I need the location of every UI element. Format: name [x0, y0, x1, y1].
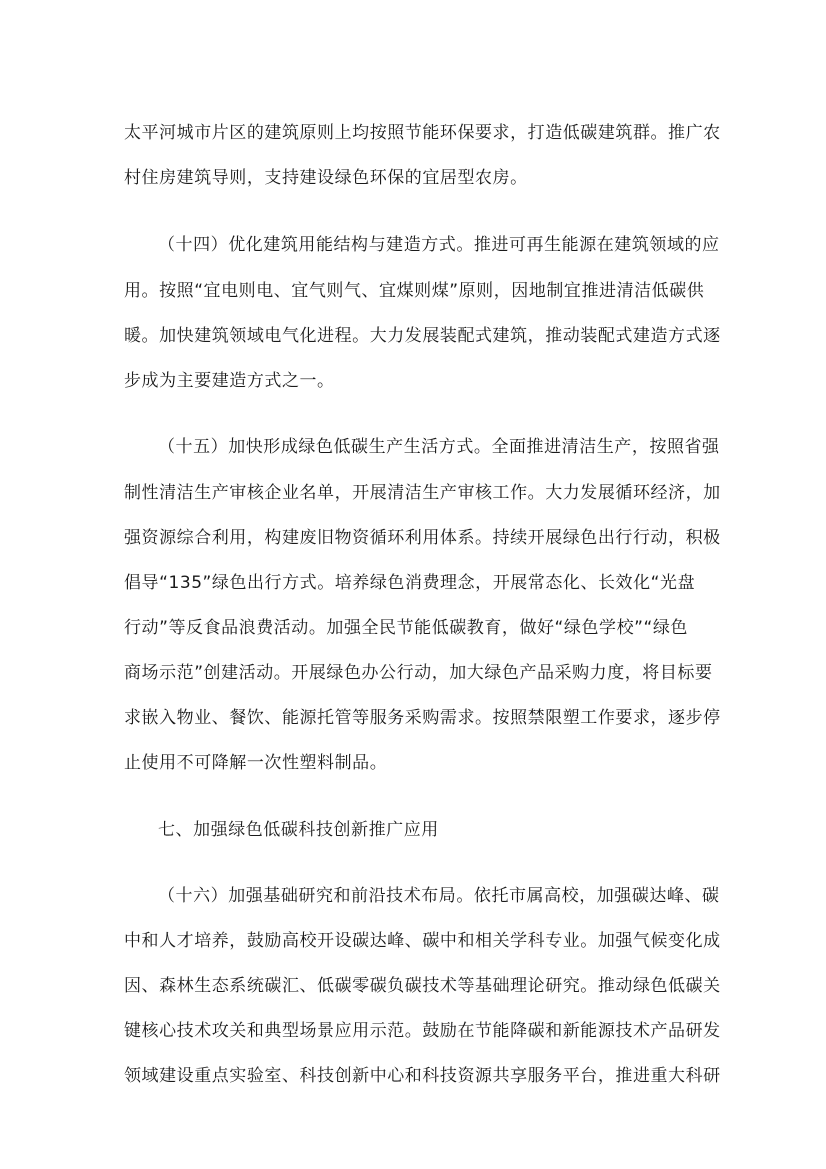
- paragraph-line: 键核心技术攻关和典型场景应用示范。鼓励在节能降碳和新能源技术产品研发: [124, 1021, 721, 1041]
- paragraph-line: （十四）优化建筑用能结构与建造方式。推进可再生能源在建筑领域的应: [158, 235, 720, 255]
- paragraph-line: 强资源综合利用，构建废旧物资循环利用体系。持续开展绿色出行行动，积极: [124, 528, 721, 548]
- paragraph-line: 用。按照“宜电则电、宜气则气、宜煤则煤”原则，因地制宜推进清洁低碳供: [124, 281, 705, 301]
- paragraph-line: 村住房建筑导则，支持建设绿色环保的宜居型农房。: [124, 168, 528, 188]
- paragraph-line: 领域建设重点实验室、科技创新中心和科技资源共享服务平台，推进重大科研: [124, 1066, 721, 1086]
- paragraph-line: 因、森林生态系统碳汇、低碳零碳负碳技术等基础理论研究。推动绿色低碳关: [124, 976, 721, 996]
- paragraph-line: 中和人才培养，鼓励高校开设碳达峰、碳中和相关学科专业。加强气候变化成: [124, 931, 721, 951]
- paragraph-line: （十五）加快形成绿色低碳生产生活方式。全面推进清洁生产，按照省强: [158, 437, 720, 457]
- paragraph-line: 太平河城市片区的建筑原则上均按照节能环保要求，打造低碳建筑群。推广农: [124, 123, 721, 143]
- paragraph-line: 步成为主要建造方式之一。: [124, 371, 335, 391]
- paragraph-line: 求嵌入物业、餐饮、能源托管等服务采购需求。按照禁限塑工作要求，逐步停: [124, 708, 721, 728]
- paragraph-line: 行动”等反食品浪费活动。加强全民节能低碳教育，做好“绿色学校”“绿色: [124, 618, 688, 638]
- paragraph-line: 暖。加快建筑领域电气化进程。大力发展装配式建筑，推动装配式建造方式逐: [124, 326, 721, 346]
- paragraph-line: 商场示范”创建活动。开展绿色办公行动，加大绿色产品采购力度，将目标要: [124, 663, 713, 683]
- paragraph-line: 止使用不可降解一次性塑料制品。: [124, 753, 388, 773]
- paragraph-line: 制性清洁生产审核企业名单，开展清洁生产审核工作。大力发展循环经济，加: [124, 483, 721, 503]
- paragraph-line: （十六）加强基础研究和前沿技术布局。依托市属高校，加强碳达峰、碳: [158, 886, 720, 906]
- paragraph-line: 倡导“135”绿色出行方式。培养绿色消费理念，开展常态化、长效化“光盘: [124, 573, 696, 593]
- section-heading: 七、加强绿色低碳科技创新推广应用: [158, 820, 439, 840]
